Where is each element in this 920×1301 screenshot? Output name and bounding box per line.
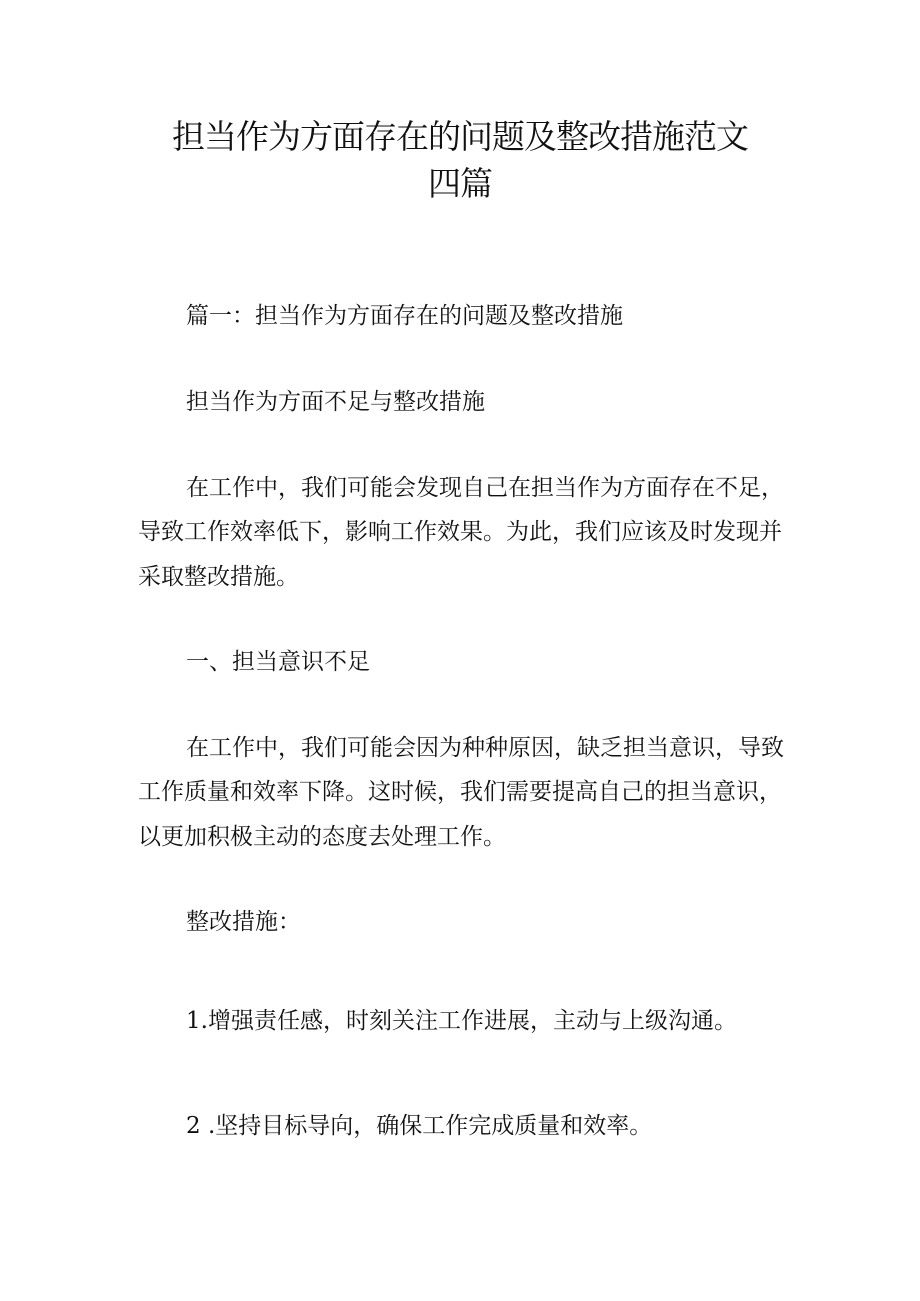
measures-label: 整改措施：: [186, 909, 301, 935]
document-title-line-2: 四篇: [428, 164, 492, 203]
subtitle: 担当作为方面不足与整改措施: [186, 389, 485, 415]
list-item: 2 .坚持目标导向，确保工作完成质量和效率。: [186, 1113, 653, 1139]
section-heading: 篇一：担当作为方面存在的问题及整改措施: [186, 303, 623, 329]
body-paragraph-line: 工作质量和效率下降。这时候，我们需要提高自己的担当意识，: [138, 779, 782, 805]
document-title-line-1: 担当作为方面存在的问题及整改措施范文: [172, 117, 748, 156]
list-item: 1.增强责任感，时刻关注工作进展，主动与上级沟通。: [186, 1008, 737, 1034]
point-heading: 一、担当意识不足: [186, 649, 370, 675]
body-paragraph-line: 以更加积极主动的态度去处理工作。: [138, 824, 506, 850]
body-paragraph-line: 在工作中，我们可能会发现自己在担当作为方面存在不足，: [186, 475, 784, 501]
body-paragraph-line: 导致工作效率低下，影响工作效果。为此，我们应该及时发现并: [138, 519, 782, 545]
body-paragraph-line: 采取整改措施。: [138, 564, 299, 590]
body-paragraph-line: 在工作中，我们可能会因为种种原因，缺乏担当意识，导致: [186, 735, 784, 761]
